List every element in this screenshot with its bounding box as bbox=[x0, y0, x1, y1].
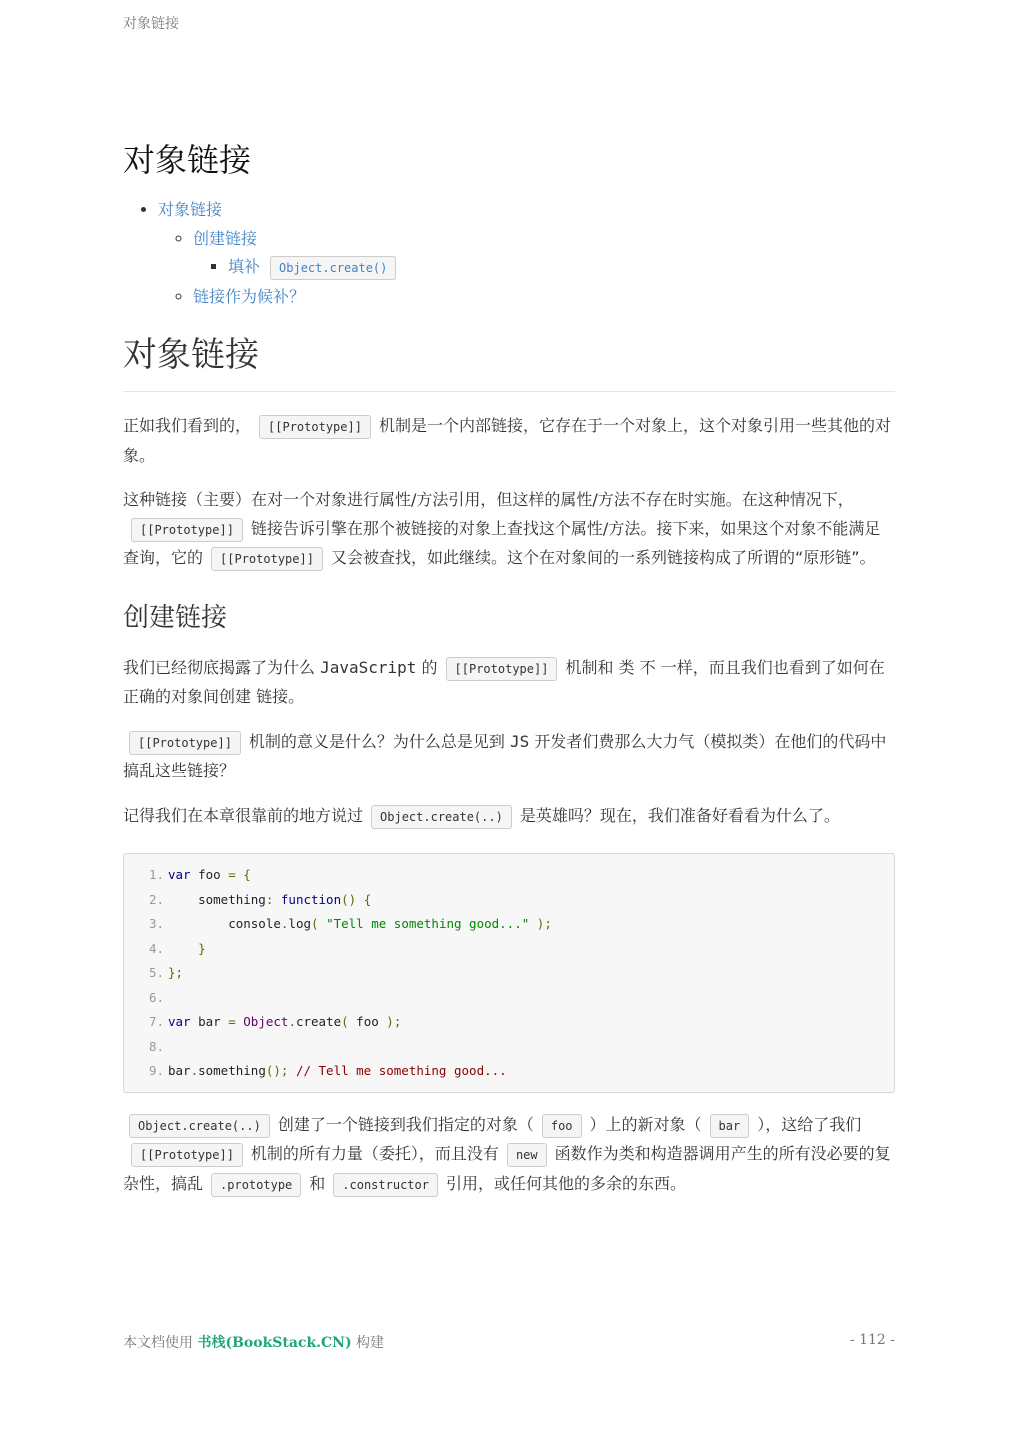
code-token: something bbox=[198, 1063, 266, 1078]
inline-code: Object.create() bbox=[270, 256, 396, 280]
code-token: ( bbox=[311, 916, 327, 931]
code-token: ); bbox=[386, 1014, 402, 1029]
code-token: console bbox=[168, 916, 281, 931]
text: 机制和 类 不 一样，而且我们也看到了如何在正确的对象间创建 链接。 bbox=[123, 657, 885, 706]
inline-code: Object.create(..) bbox=[371, 805, 512, 829]
inline-code: [[Prototype]] bbox=[446, 657, 558, 681]
main-content bbox=[123, 138, 895, 1199]
toc-item bbox=[193, 283, 895, 312]
code-token: foo bbox=[190, 867, 229, 882]
code-line bbox=[136, 1059, 882, 1084]
text: 和 bbox=[309, 1173, 326, 1193]
text: ）上的新对象（ bbox=[589, 1114, 702, 1134]
code-token: log bbox=[288, 916, 311, 931]
code-token: bar bbox=[168, 1063, 191, 1078]
line-number: 7. bbox=[148, 1014, 164, 1029]
text: 机制的意义是什么？为什么总是见到 bbox=[248, 731, 511, 751]
code-line bbox=[136, 888, 882, 913]
footer-text: 本文档使用 bbox=[123, 1335, 198, 1351]
inline-code: Object.create(..) bbox=[129, 1114, 270, 1138]
line-number: 6. bbox=[148, 989, 164, 1005]
toc-link-polyfill-text: 填补 bbox=[228, 257, 261, 276]
text: 这种链接（主要）在对一个对象进行属性/方法引用，但这样的属性/方法不存在时实施。在这种情况下， bbox=[123, 490, 854, 509]
text: 我们已经彻底揭露了为什么 bbox=[123, 657, 321, 677]
toc-link-polyfill[interactable] bbox=[228, 257, 400, 276]
code-line bbox=[136, 912, 882, 937]
line-number: 2. bbox=[148, 891, 164, 907]
inline-code: [[Prototype]] bbox=[131, 518, 243, 542]
code-token: . bbox=[288, 1014, 296, 1029]
toc-item bbox=[158, 196, 895, 311]
code-token: . bbox=[190, 1063, 199, 1078]
paragraph bbox=[123, 486, 895, 574]
code-token: create bbox=[295, 1014, 342, 1029]
paragraph bbox=[123, 802, 895, 832]
code-token: var bbox=[168, 1014, 191, 1029]
code-token: : bbox=[265, 891, 281, 907]
inline-code: new bbox=[507, 1143, 547, 1167]
text: 机制是一个内部链接，它存在于一个对象上，这个对象引用一些其他的对象。 bbox=[123, 416, 891, 465]
paragraph bbox=[123, 654, 895, 712]
toc-link-create-links[interactable]: 创建链接 bbox=[193, 228, 258, 248]
code-line bbox=[136, 863, 882, 888]
inline-code: bar bbox=[710, 1114, 750, 1138]
inline-code: [[Prototype]] bbox=[259, 415, 371, 439]
inline-code: [[Prototype]] bbox=[129, 731, 241, 755]
doc-title: 对象链接 bbox=[123, 141, 252, 179]
inline-code: [[Prototype]] bbox=[131, 1143, 243, 1167]
code-token: function bbox=[280, 891, 342, 907]
running-header: 对象链接 bbox=[123, 16, 179, 32]
text: 链接告诉引擎在那个被链接的对象上查找这个属性/方法。接下来，如果这个对象不能满足查询，它的 bbox=[123, 518, 881, 567]
line-number: 5. bbox=[148, 965, 164, 980]
text: 机制的所有力量（委托），而且没有 bbox=[250, 1144, 499, 1163]
code-token: = bbox=[228, 1014, 244, 1029]
line-number: 4. bbox=[148, 940, 164, 956]
line-number: 8. bbox=[148, 1038, 164, 1054]
inline-code: [[Prototype]] bbox=[211, 547, 323, 571]
text: 的 bbox=[416, 657, 438, 677]
inline-code: .constructor bbox=[333, 1173, 438, 1197]
section-title: 对象链接 bbox=[123, 333, 895, 392]
text: 又会被查找，如此继续。这个在对象间的一系列链接构成了所谓的“原形链”。 bbox=[330, 548, 876, 567]
paragraph bbox=[123, 412, 895, 470]
line-number: 9. bbox=[148, 1063, 164, 1078]
mono-text: JS bbox=[510, 731, 530, 751]
text: ），这给了我们 bbox=[757, 1114, 862, 1134]
code-token: ( bbox=[341, 1014, 349, 1029]
code-token: }; bbox=[168, 965, 184, 980]
toc-link-links-as-fallbacks[interactable]: 链接作为候补？ bbox=[193, 286, 306, 306]
inline-code: foo bbox=[542, 1114, 582, 1138]
code-token: something bbox=[168, 891, 266, 907]
toc-item bbox=[193, 225, 895, 283]
code-line bbox=[136, 961, 882, 986]
code-token: ); bbox=[529, 916, 552, 931]
page-number: - 112 - bbox=[849, 1332, 895, 1348]
code-line bbox=[136, 986, 882, 1011]
text: 创建了一个链接到我们指定的对象（ bbox=[277, 1114, 534, 1134]
bookstack-link[interactable]: 书栈(BookStack.CN) bbox=[197, 1335, 352, 1351]
mono-text: JavaScript bbox=[320, 657, 417, 677]
paragraph bbox=[123, 728, 895, 786]
paragraph bbox=[123, 1111, 895, 1200]
code-token: var bbox=[168, 867, 191, 882]
toc-link-object-linking[interactable]: 对象链接 bbox=[158, 200, 223, 219]
code-token: bar bbox=[190, 1014, 229, 1029]
text: 开发者们费那么大力气（模拟类）在他们的代码中搞乱这些链接？ bbox=[123, 731, 887, 780]
subsection-title: 创建链接 bbox=[123, 602, 228, 633]
line-number: 3. bbox=[148, 916, 164, 931]
code-line bbox=[136, 937, 882, 962]
text: 是英雄吗？现在，我们准备好看看为什么了。 bbox=[519, 805, 840, 825]
code-token: . bbox=[280, 916, 289, 931]
footer-text: 构建 bbox=[351, 1335, 385, 1351]
code-line bbox=[136, 1010, 882, 1035]
code-token: (); bbox=[265, 1063, 289, 1078]
text: 正如我们看到的， bbox=[123, 416, 252, 435]
code-token: } bbox=[168, 940, 206, 956]
code-token: = { bbox=[228, 867, 251, 882]
code-token: () { bbox=[341, 891, 372, 907]
code-token: "Tell me something good..." bbox=[326, 916, 530, 931]
toc-item bbox=[228, 253, 895, 283]
code-token: Object bbox=[243, 1014, 289, 1029]
inline-code: .prototype bbox=[211, 1173, 301, 1197]
code-block bbox=[123, 853, 895, 1093]
text: 记得我们在本章很靠前的地方说过 bbox=[123, 805, 364, 825]
text: 函数作为类和构造器调用产生的所有没必要的复杂性，搞乱 bbox=[123, 1144, 891, 1193]
footer-credit bbox=[123, 1332, 384, 1352]
code-line bbox=[136, 1035, 882, 1060]
code-token: // Tell me something good... bbox=[288, 1063, 507, 1078]
table-of-contents bbox=[123, 196, 895, 311]
line-number: 1. bbox=[148, 867, 164, 882]
code-token: foo bbox=[348, 1014, 387, 1029]
text: 引用，或任何其他的多余的东西。 bbox=[445, 1173, 686, 1193]
